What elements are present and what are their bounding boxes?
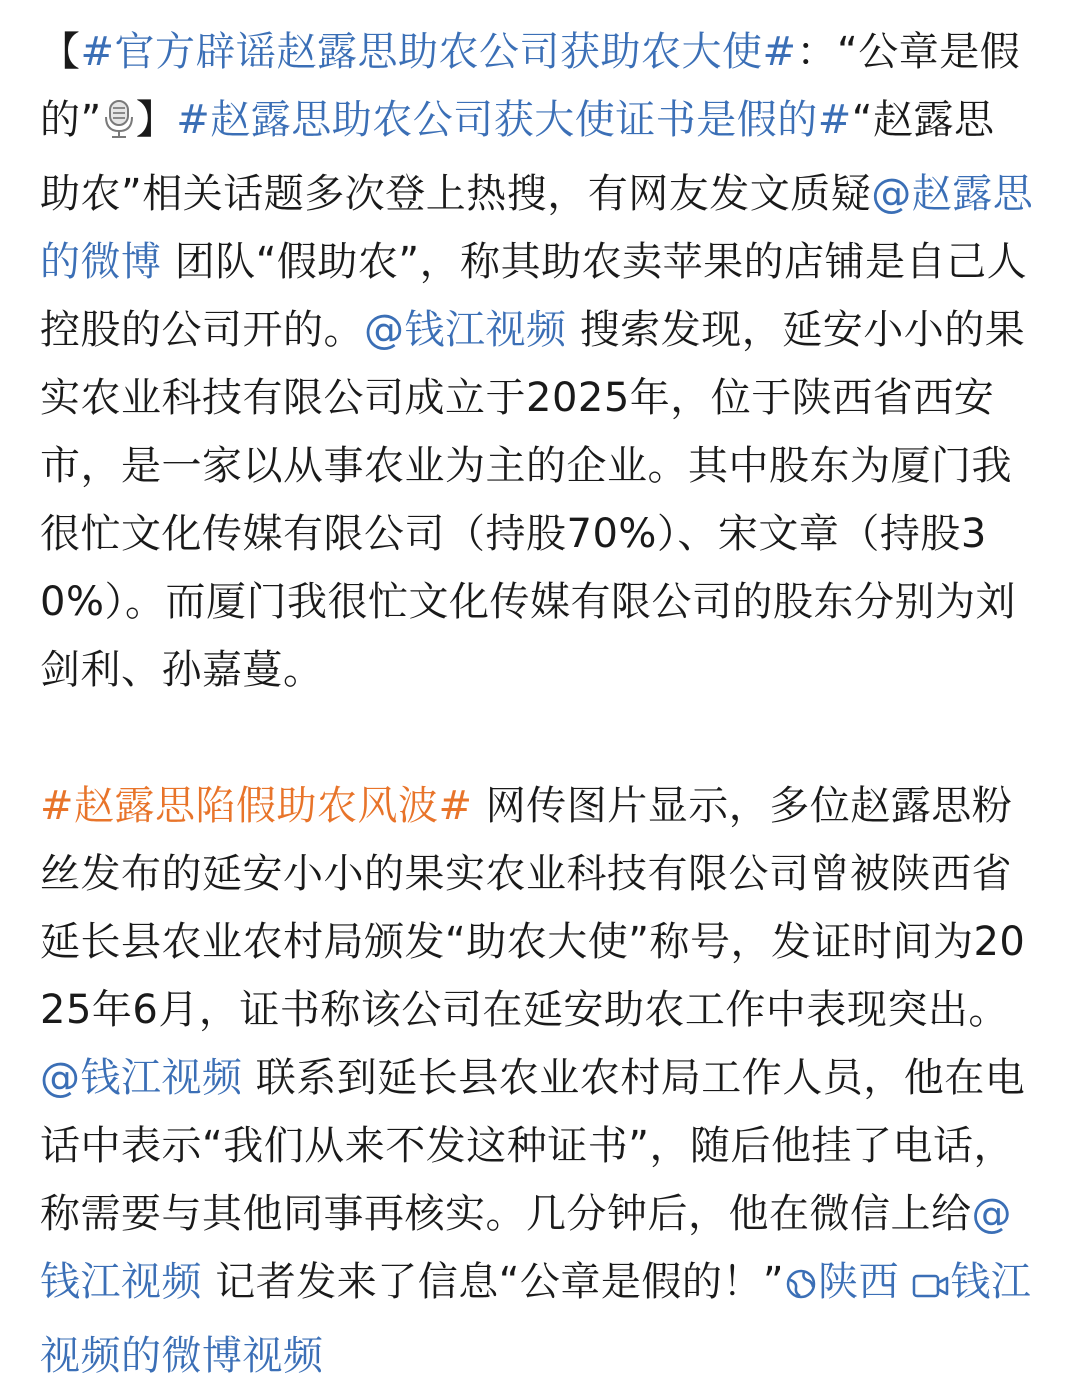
post-paragraph-2 [40,772,1040,1390]
mention-qianjiang-video[interactable]: @钱江视频 [364,307,567,353]
body-text: 网传图片显示，多位赵露思粉丝发布的延安小小的果实农业科技有限公司曾被陕西省延长县农业农村局颁发“助农大使”称号，发证时间为2025年6月，证书称该公司在延安助农工作中表现突出。 [40,783,1026,1033]
body-text: 团队“假助农”，称其助农卖苹果的店铺是自己人控股的公司开的。 [40,239,1028,353]
body-text: 搜索发现，延安小小的果实农业科技有限公司成立于2025年，位于陕西省西安市，是一家以从事农业为主的企业。其中股东为厦门我很忙文化传媒有限公司（持股70%）、宋文章（持股30%）。而厦门我很忙文化传媒有限公司的股东分别为刘剑利、孙嘉蔓。 [40,307,1026,693]
location-link[interactable]: 陕西 [818,1259,900,1305]
mention-zhao-lusi-weibo[interactable]: @赵露思的微博 [40,171,1034,285]
topic-tag-official-rumor[interactable]: #官方辟谣赵露思助农公司获助农大使# [80,29,797,75]
weibo-post-body [40,18,1040,1390]
microphone-icon [102,92,136,160]
location-pin-icon [784,1254,818,1322]
mention-qianjiang-video[interactable]: @钱江视频 [40,1191,1012,1305]
post-paragraph-1 [40,18,1040,704]
video-camera-icon [912,1254,950,1322]
body-text: 记者发来了信息“公章是假的！” [202,1259,785,1305]
quote-text: ：“公章是假的” [40,29,1021,143]
topic-tag-certificate-fake[interactable]: #赵露思助农公司获大使证书是假的# [176,97,852,143]
bracket-open: 【 [40,29,81,75]
body-text: 联系到延长县农业农村局工作人员，他在电话中表示“我们从来不发这种证书”，随后他挂了电话，称需要与其他同事再核实。几分钟后，他在微信上给 [40,1055,1026,1237]
bracket-close: 】 [135,97,177,143]
weibo-video-link[interactable]: 钱江视频的微博视频 [40,1259,1032,1379]
body-text: “赵露思 助农”相关话题多次登上热搜，有网友发文质疑 [40,97,995,217]
mention-qianjiang-video[interactable]: @钱江视频 [40,1055,243,1101]
topic-tag-fake-farming-storm[interactable]: #赵露思陷假助农风波# [40,783,473,829]
